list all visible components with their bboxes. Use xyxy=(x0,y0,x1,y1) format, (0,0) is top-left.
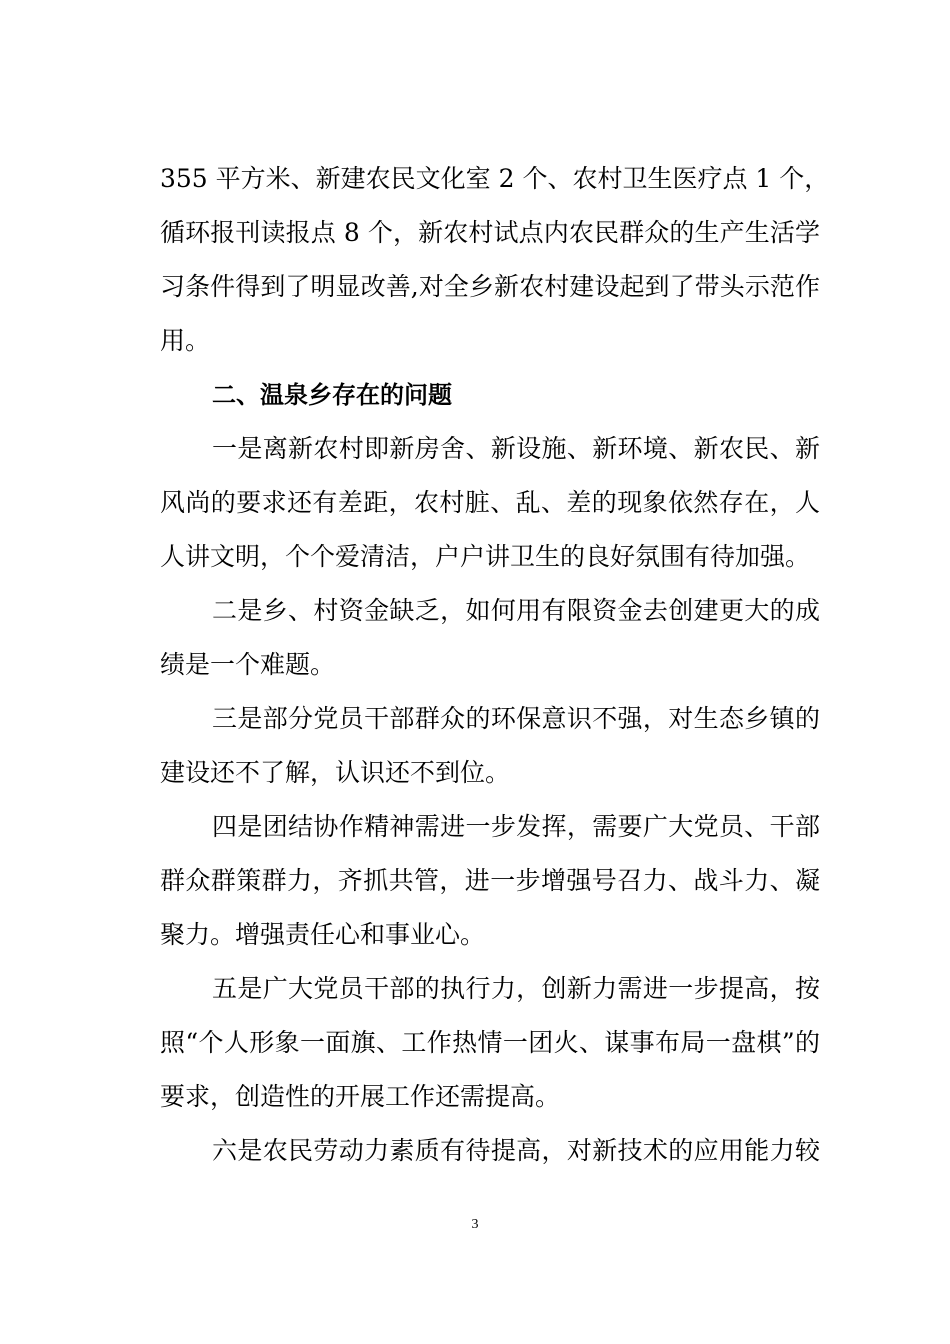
paragraph-line: 要求，创造性的开展工作还需提高。 xyxy=(160,1082,561,1111)
paragraph-line: 照“个人形象一面旗、工作热情一团火、谋事布局一盘棋”的 xyxy=(160,1028,820,1057)
paragraph-line: 循环报刊读报点 8 个，新农村试点内农民群众的生产生活学 xyxy=(160,218,820,247)
paragraph-line: 人讲文明，个个爱清洁，户户讲卫生的良好氛围有待加强。 xyxy=(160,542,811,571)
paragraph-line: 355 平方米、新建农民文化室 2 个、农村卫生医疗点 1 个， xyxy=(160,164,830,193)
paragraph-line: 风尚的要求还有差距，农村脏、乱、差的现象依然存在，人 xyxy=(160,488,820,517)
paragraph-line: 五是广大党员干部的执行力，创新力需进一步提高，按 xyxy=(212,974,820,1003)
paragraph-line: 一是离新农村即新房舍、新设施、新环境、新农民、新 xyxy=(212,434,820,463)
paragraph-line: 群众群策群力，齐抓共管，进一步增强号召力、战斗力、凝 xyxy=(160,866,820,895)
paragraph-line: 聚力。增强责任心和事业心。 xyxy=(160,920,486,949)
paragraph-line: 用。 xyxy=(160,326,211,355)
paragraph-line: 建设还不了解，认识还不到位。 xyxy=(160,758,511,787)
paragraph-line: 绩是一个难题。 xyxy=(160,650,336,679)
paragraph-line: 四是团结协作精神需进一步发挥，需要广大党员、干部 xyxy=(212,812,820,841)
paragraph-line: 二是乡、村资金缺乏，如何用有限资金去创建更大的成 xyxy=(212,596,820,625)
paragraph-line: 习条件得到了明显改善,对全乡新农村建设起到了带头示范作 xyxy=(160,272,820,301)
page-number: 3 xyxy=(471,1217,479,1232)
paragraph-line: 三是部分党员干部群众的环保意识不强，对生态乡镇的 xyxy=(212,704,820,733)
section-heading: 二、温泉乡存在的问题 xyxy=(212,381,452,409)
paragraph-line: 六是农民劳动力素质有待提高，对新技术的应用能力较 xyxy=(212,1136,820,1165)
